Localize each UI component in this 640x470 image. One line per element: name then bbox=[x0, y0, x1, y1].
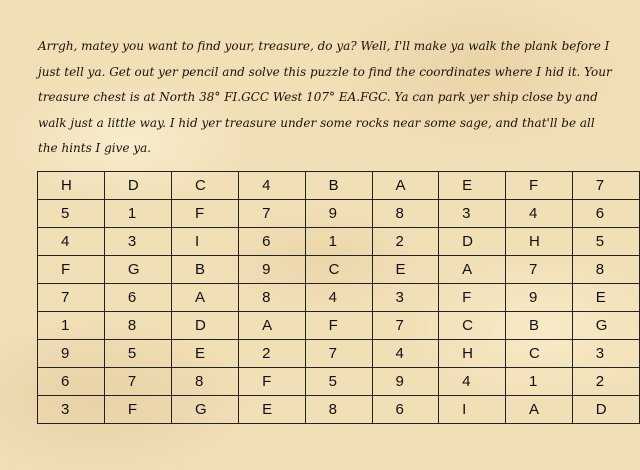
grid-cell: 5 bbox=[104, 340, 171, 368]
grid-cell: E bbox=[572, 284, 639, 312]
grid-cell: G bbox=[104, 256, 171, 284]
grid-cell: 6 bbox=[104, 284, 171, 312]
grid-cell: 7 bbox=[372, 312, 439, 340]
grid-cell: 4 bbox=[439, 368, 506, 396]
grid-cell: G bbox=[171, 396, 238, 424]
grid-cell: 7 bbox=[505, 256, 572, 284]
grid-cell: F bbox=[104, 396, 171, 424]
grid-cell: 5 bbox=[38, 200, 105, 228]
grid-row bbox=[38, 284, 640, 312]
grid-row bbox=[38, 368, 640, 396]
grid-cell: 9 bbox=[305, 200, 372, 228]
grid-cell: A bbox=[439, 256, 506, 284]
grid-cell: E bbox=[372, 256, 439, 284]
grid-cell: 4 bbox=[38, 228, 105, 256]
grid-cell: 2 bbox=[239, 340, 306, 368]
grid-cell: 4 bbox=[505, 200, 572, 228]
grid-cell: 7 bbox=[239, 200, 306, 228]
grid-cell: 4 bbox=[305, 284, 372, 312]
grid-row bbox=[38, 312, 640, 340]
grid-cell: C bbox=[171, 172, 238, 200]
grid-cell: F bbox=[505, 172, 572, 200]
grid-cell: A bbox=[239, 312, 306, 340]
grid-cell: D bbox=[171, 312, 238, 340]
grid-cell: 8 bbox=[305, 396, 372, 424]
grid-cell: 5 bbox=[572, 228, 639, 256]
grid-cell: 3 bbox=[372, 284, 439, 312]
grid-cell: 8 bbox=[372, 200, 439, 228]
grid-cell: H bbox=[439, 340, 506, 368]
grid-cell: 1 bbox=[104, 200, 171, 228]
grid-row bbox=[38, 200, 640, 228]
grid-row bbox=[38, 256, 640, 284]
grid-cell: 8 bbox=[104, 312, 171, 340]
grid-cell: F bbox=[305, 312, 372, 340]
puzzle-grid bbox=[37, 171, 640, 424]
grid-cell: 2 bbox=[372, 228, 439, 256]
grid-cell: I bbox=[439, 396, 506, 424]
grid-cell: E bbox=[239, 396, 306, 424]
grid-cell: 5 bbox=[305, 368, 372, 396]
grid-cell: 1 bbox=[305, 228, 372, 256]
grid-cell: C bbox=[439, 312, 506, 340]
grid-cell: 3 bbox=[104, 228, 171, 256]
grid-cell: H bbox=[505, 228, 572, 256]
treasure-story-text: Arrgh, matey you want to find your, treasure, do ya? Well, I'll make ya walk the plank before I just tell ya. Get out yer pencil and solve this puzzle to find the coordinates where I hid it. Your treasure chest is at North 38° FI.GCC West 107° EA.FGC. Ya can park yer ship close by and walk just a little way. I hid yer treasure under some rocks near some sage, and that'll be all the hints I give ya. bbox=[38, 39, 612, 155]
grid-cell: I bbox=[171, 228, 238, 256]
grid-cell: 7 bbox=[305, 340, 372, 368]
grid-cell: 6 bbox=[572, 200, 639, 228]
grid-cell: A bbox=[171, 284, 238, 312]
grid-cell: 9 bbox=[372, 368, 439, 396]
grid-cell: E bbox=[439, 172, 506, 200]
grid-cell: 3 bbox=[439, 200, 506, 228]
grid-cell: 3 bbox=[38, 396, 105, 424]
grid-cell: A bbox=[372, 172, 439, 200]
grid-cell: 2 bbox=[572, 368, 639, 396]
grid-cell: B bbox=[505, 312, 572, 340]
grid-cell: G bbox=[572, 312, 639, 340]
grid-cell: H bbox=[38, 172, 105, 200]
grid-cell: F bbox=[239, 368, 306, 396]
grid-cell: B bbox=[171, 256, 238, 284]
grid-cell: D bbox=[439, 228, 506, 256]
grid-cell: E bbox=[171, 340, 238, 368]
grid-cell: 8 bbox=[239, 284, 306, 312]
grid-cell: 6 bbox=[239, 228, 306, 256]
grid-cell: 3 bbox=[572, 340, 639, 368]
grid-cell: 1 bbox=[38, 312, 105, 340]
grid-cell: 6 bbox=[38, 368, 105, 396]
grid-cell: 4 bbox=[239, 172, 306, 200]
grid-cell: D bbox=[572, 396, 639, 424]
grid-cell: 7 bbox=[572, 172, 639, 200]
grid-cell: F bbox=[171, 200, 238, 228]
grid-cell: F bbox=[38, 256, 105, 284]
grid-cell: 6 bbox=[372, 396, 439, 424]
grid-row bbox=[38, 172, 640, 200]
grid-cell: C bbox=[305, 256, 372, 284]
grid-row bbox=[38, 340, 640, 368]
grid-cell: D bbox=[104, 172, 171, 200]
grid-cell: B bbox=[305, 172, 372, 200]
grid-row bbox=[38, 396, 640, 424]
grid-cell: 9 bbox=[505, 284, 572, 312]
grid-cell: 8 bbox=[171, 368, 238, 396]
grid-cell: 4 bbox=[372, 340, 439, 368]
grid-cell: 7 bbox=[104, 368, 171, 396]
grid-cell: 1 bbox=[505, 368, 572, 396]
grid-cell: 9 bbox=[239, 256, 306, 284]
grid-cell: C bbox=[505, 340, 572, 368]
grid-cell: F bbox=[439, 284, 506, 312]
grid-row bbox=[38, 228, 640, 256]
grid-cell: 7 bbox=[38, 284, 105, 312]
grid-cell: 9 bbox=[38, 340, 105, 368]
grid-cell: 8 bbox=[572, 256, 639, 284]
grid-cell: A bbox=[505, 396, 572, 424]
